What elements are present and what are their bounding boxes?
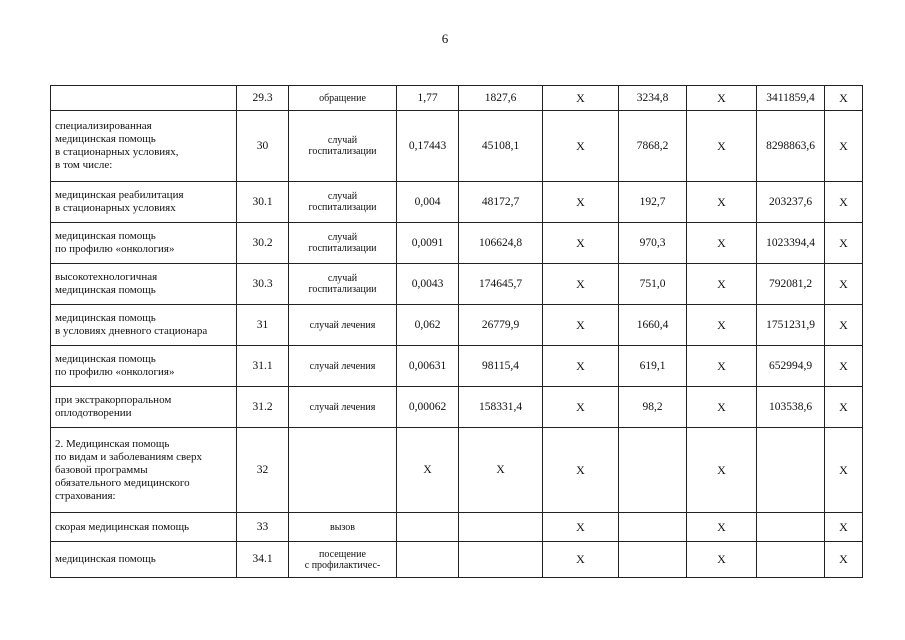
- row-name-cell: медицинская помощь по профилю «онкология»: [51, 346, 237, 387]
- value-cell: 48172,7: [459, 182, 543, 223]
- value-cell: [619, 513, 687, 542]
- value-cell: X: [397, 428, 459, 513]
- value-cell: 106624,8: [459, 223, 543, 264]
- row-number-cell: 31: [237, 305, 289, 346]
- value-cell: 1827,6: [459, 86, 543, 111]
- value-cell: 7868,2: [619, 111, 687, 182]
- value-cell: X: [543, 223, 619, 264]
- value-cell: 3411859,4: [757, 86, 825, 111]
- value-cell: 792081,2: [757, 264, 825, 305]
- unit-cell: [289, 428, 397, 513]
- value-cell: X: [543, 182, 619, 223]
- unit-cell: случай лечения: [289, 305, 397, 346]
- value-cell: 652994,9: [757, 346, 825, 387]
- value-cell: 0,0043: [397, 264, 459, 305]
- value-cell: X: [687, 264, 757, 305]
- page-number: 6: [441, 31, 449, 46]
- value-cell: [619, 542, 687, 578]
- row-number-cell: 31.1: [237, 346, 289, 387]
- unit-cell: случай лечения: [289, 346, 397, 387]
- value-cell: X: [825, 428, 863, 513]
- value-cell: X: [687, 111, 757, 182]
- value-cell: X: [543, 86, 619, 111]
- row-number-cell: 30: [237, 111, 289, 182]
- table-row: [51, 264, 863, 305]
- value-cell: X: [687, 428, 757, 513]
- row-number-cell: 30.1: [237, 182, 289, 223]
- value-cell: X: [825, 387, 863, 428]
- value-cell: X: [687, 513, 757, 542]
- value-cell: 203237,6: [757, 182, 825, 223]
- value-cell: 158331,4: [459, 387, 543, 428]
- unit-cell: случай госпитализации: [289, 182, 397, 223]
- value-cell: X: [687, 223, 757, 264]
- value-cell: X: [687, 387, 757, 428]
- value-cell: [459, 513, 543, 542]
- value-cell: 0,0091: [397, 223, 459, 264]
- table-row: [51, 542, 863, 578]
- value-cell: X: [825, 513, 863, 542]
- row-name-cell: высокотехнологичная медицинская помощь: [51, 264, 237, 305]
- value-cell: 98,2: [619, 387, 687, 428]
- value-cell: X: [543, 428, 619, 513]
- value-cell: X: [543, 513, 619, 542]
- table-row: [51, 346, 863, 387]
- value-cell: X: [543, 346, 619, 387]
- value-cell: X: [543, 542, 619, 578]
- row-name-cell: медицинская реабилитация в стационарных условиях: [51, 182, 237, 223]
- value-cell: X: [687, 542, 757, 578]
- value-cell: 0,004: [397, 182, 459, 223]
- unit-cell: случай лечения: [289, 387, 397, 428]
- value-cell: 8298863,6: [757, 111, 825, 182]
- value-cell: X: [825, 111, 863, 182]
- table-row: [51, 305, 863, 346]
- table-row: [51, 86, 863, 111]
- value-cell: [757, 428, 825, 513]
- data-table: [50, 85, 863, 578]
- row-name-cell: 2. Медицинская помощь по видам и заболеваниям сверх базовой программы обязательного медицинского страхования:: [51, 428, 237, 513]
- row-name-cell: скорая медицинская помощь: [51, 513, 237, 542]
- unit-cell: обращение: [289, 86, 397, 111]
- row-number-cell: 33: [237, 513, 289, 542]
- value-cell: X: [543, 264, 619, 305]
- value-cell: 103538,6: [757, 387, 825, 428]
- table-row: [51, 387, 863, 428]
- row-number-cell: 30.2: [237, 223, 289, 264]
- value-cell: [459, 542, 543, 578]
- table-row: [51, 223, 863, 264]
- row-number-cell: 30.3: [237, 264, 289, 305]
- value-cell: [397, 513, 459, 542]
- value-cell: 3234,8: [619, 86, 687, 111]
- value-cell: 45108,1: [459, 111, 543, 182]
- unit-cell: посещение с профилактичес-: [289, 542, 397, 578]
- row-number-cell: 32: [237, 428, 289, 513]
- value-cell: X: [687, 305, 757, 346]
- value-cell: X: [825, 264, 863, 305]
- row-name-cell: медицинская помощь по профилю «онкология»: [51, 223, 237, 264]
- unit-cell: случай госпитализации: [289, 111, 397, 182]
- value-cell: 0,00631: [397, 346, 459, 387]
- value-cell: 0,00062: [397, 387, 459, 428]
- value-cell: [397, 542, 459, 578]
- value-cell: X: [825, 346, 863, 387]
- row-name-cell: [51, 86, 237, 111]
- value-cell: X: [459, 428, 543, 513]
- value-cell: X: [825, 86, 863, 111]
- table-row: [51, 111, 863, 182]
- value-cell: 0,062: [397, 305, 459, 346]
- table-row: [51, 513, 863, 542]
- row-name-cell: специализированная медицинская помощь в стационарных условиях, в том числе:: [51, 111, 237, 182]
- value-cell: 751,0: [619, 264, 687, 305]
- value-cell: 619,1: [619, 346, 687, 387]
- value-cell: X: [687, 182, 757, 223]
- row-number-cell: 34.1: [237, 542, 289, 578]
- value-cell: 192,7: [619, 182, 687, 223]
- unit-cell: случай госпитализации: [289, 264, 397, 305]
- row-name-cell: медицинская помощь: [51, 542, 237, 578]
- value-cell: X: [825, 542, 863, 578]
- value-cell: 174645,7: [459, 264, 543, 305]
- value-cell: 970,3: [619, 223, 687, 264]
- value-cell: 26779,9: [459, 305, 543, 346]
- table-row: [51, 428, 863, 513]
- value-cell: 1023394,4: [757, 223, 825, 264]
- value-cell: X: [825, 182, 863, 223]
- value-cell: [619, 428, 687, 513]
- value-cell: [757, 542, 825, 578]
- value-cell: X: [825, 305, 863, 346]
- unit-cell: случай госпитализации: [289, 223, 397, 264]
- value-cell: [757, 513, 825, 542]
- value-cell: X: [543, 305, 619, 346]
- row-name-cell: при экстракорпоральном оплодотворении: [51, 387, 237, 428]
- value-cell: 1751231,9: [757, 305, 825, 346]
- value-cell: X: [543, 111, 619, 182]
- table-row: [51, 182, 863, 223]
- value-cell: X: [825, 223, 863, 264]
- row-number-cell: 29.3: [237, 86, 289, 111]
- value-cell: X: [687, 346, 757, 387]
- row-number-cell: 31.2: [237, 387, 289, 428]
- value-cell: 1,77: [397, 86, 459, 111]
- value-cell: 1660,4: [619, 305, 687, 346]
- value-cell: X: [543, 387, 619, 428]
- value-cell: X: [687, 86, 757, 111]
- row-name-cell: медицинская помощь в условиях дневного стационара: [51, 305, 237, 346]
- value-cell: 0,17443: [397, 111, 459, 182]
- value-cell: 98115,4: [459, 346, 543, 387]
- unit-cell: вызов: [289, 513, 397, 542]
